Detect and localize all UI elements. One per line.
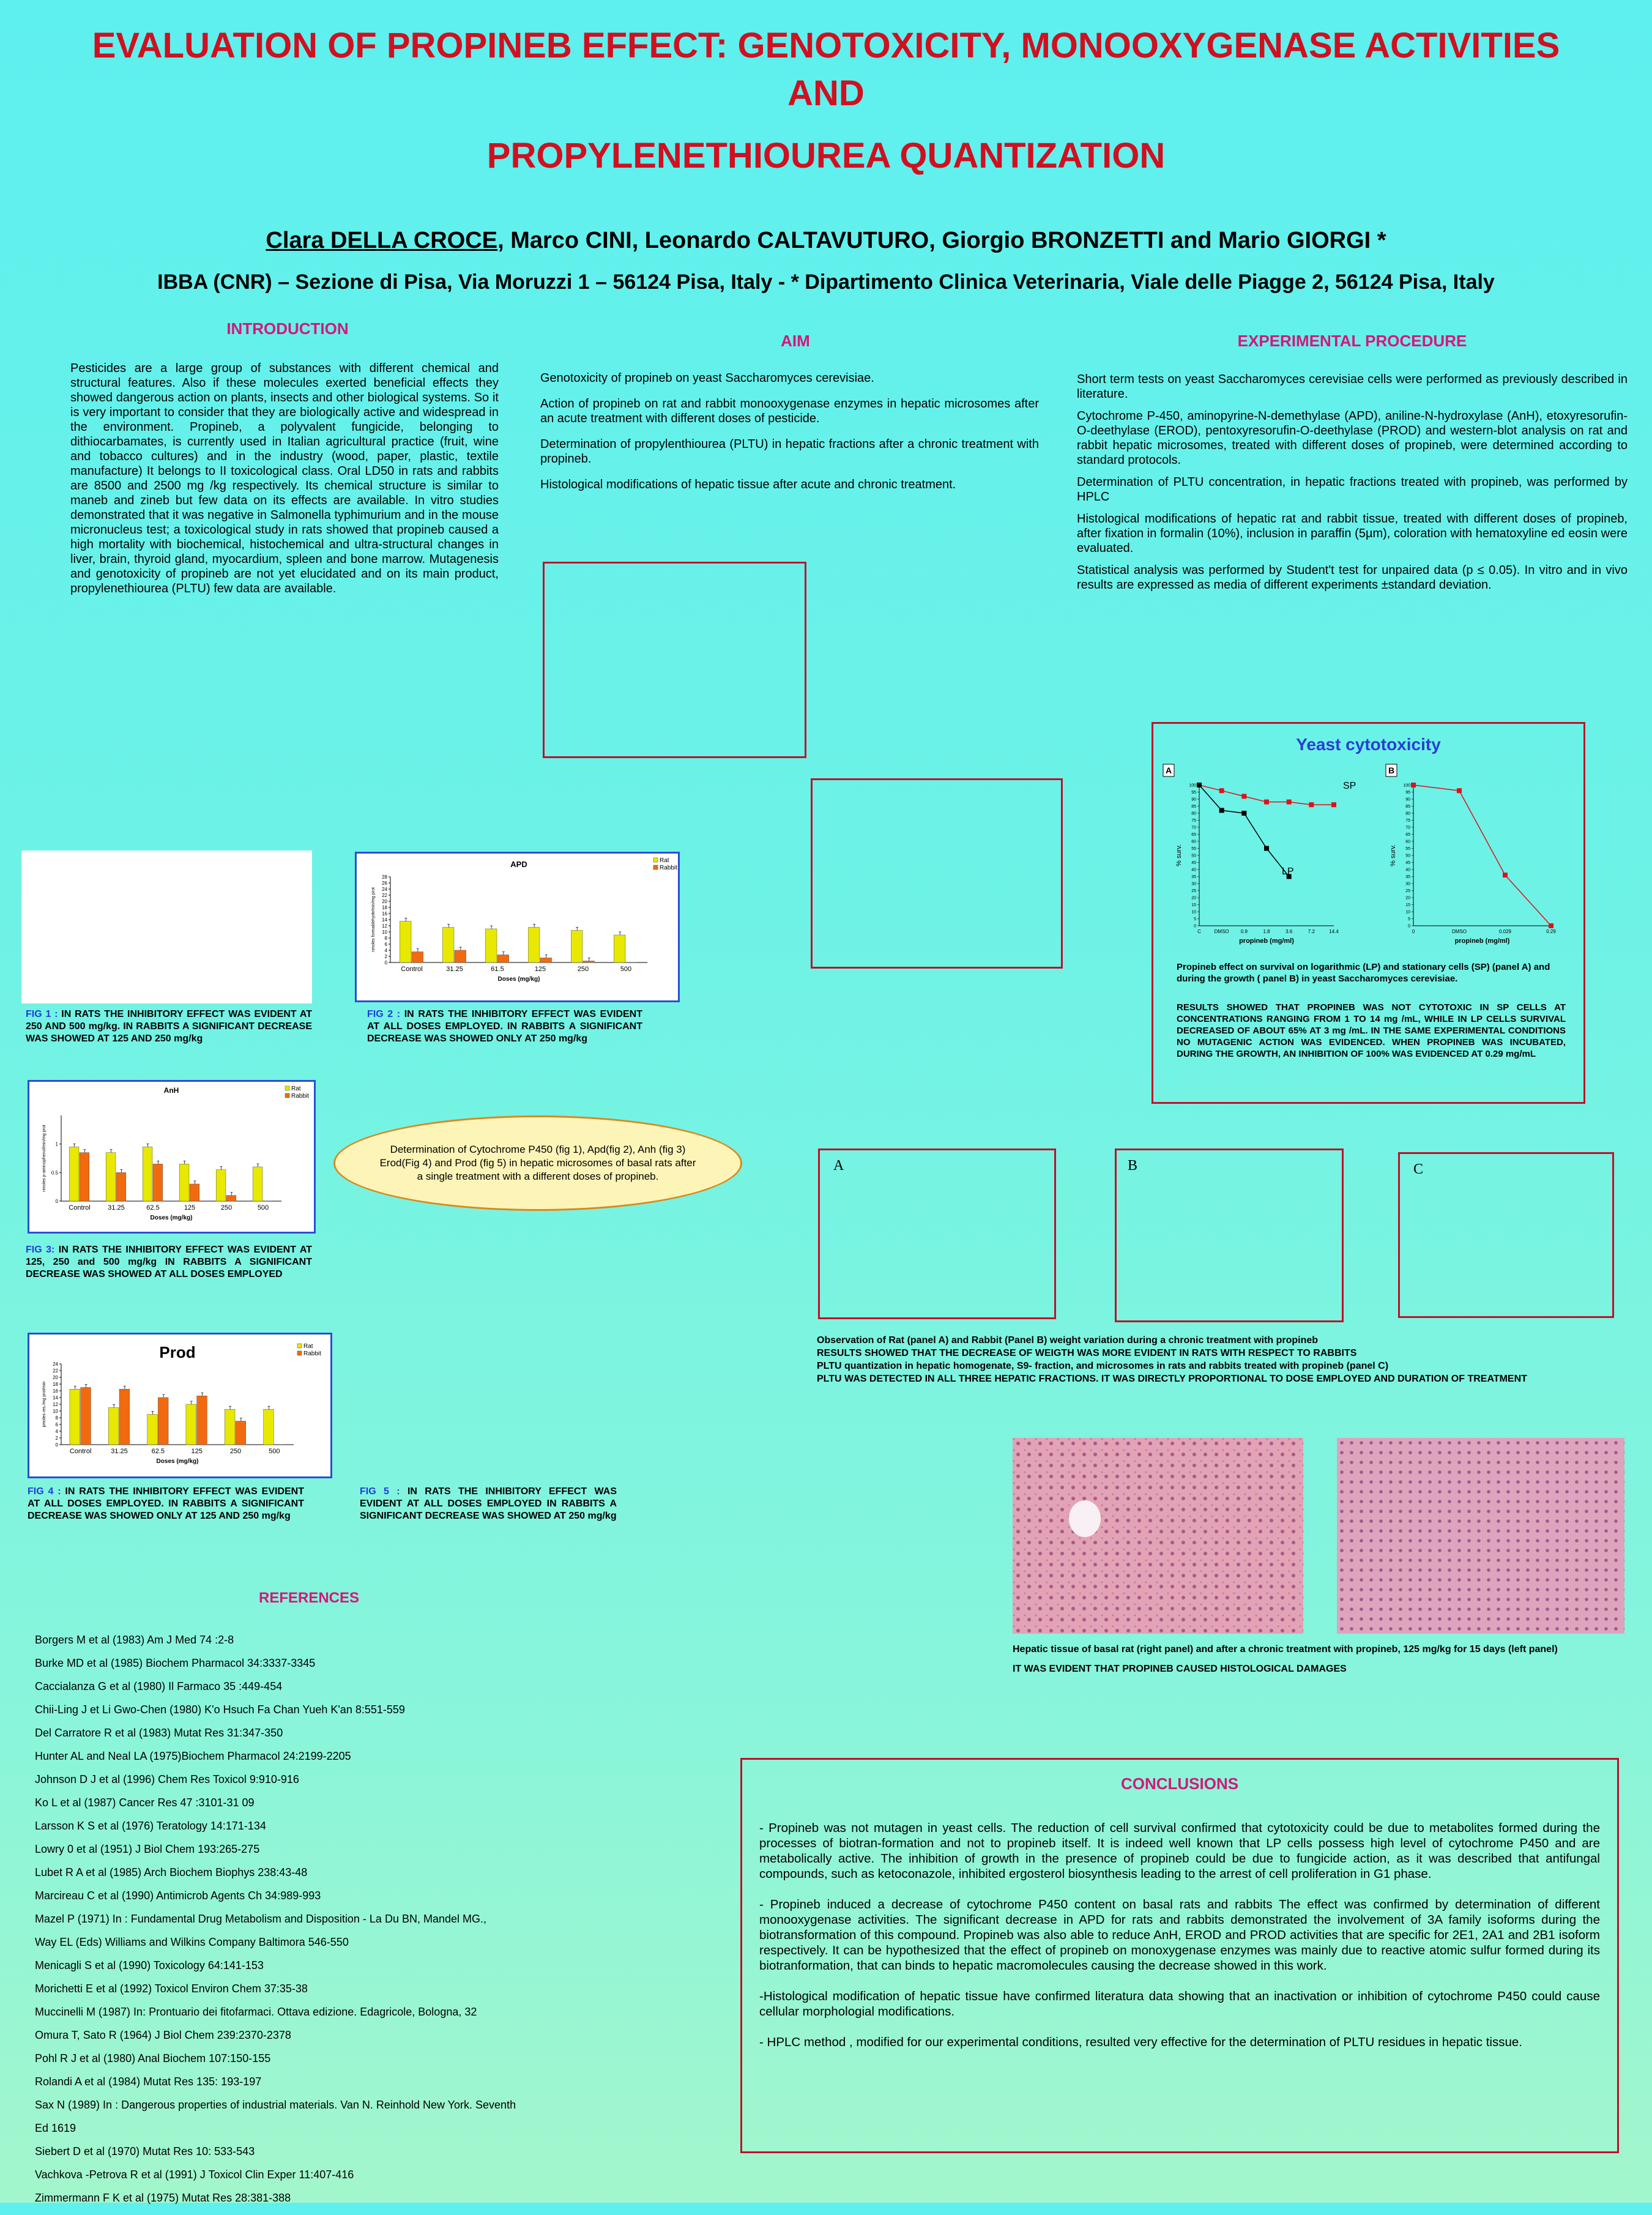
conclusions-para: - Propineb was not mutagen in yeast cells. The reduction of cell survival confirmed that cytotoxicity could be due to metabolites formed during the processes of biotran-formation and not to propineb itself. It is indeed well known that LP cells possess high level of cytochrome P450 and are metabolically active. The inhibition of growth in the presence of propineb could be due to fungicide action, as it was described that antifungal compounds, such as ketoconazole, inhibited ergosterol biosynthesis leading to the arrest of cell proliferation in G1 phase.	[759, 1821, 1600, 1881]
reference-item: Zimmermann F K et al (1975) Mutat Res 28:381-388	[35, 2192, 291, 2204]
conclusions-box	[740, 1758, 1619, 2153]
legend-swatch	[285, 1093, 289, 1098]
bar	[497, 955, 509, 963]
x-tick-label: 0.029	[1498, 929, 1512, 934]
bar	[614, 935, 625, 962]
x-tick-label: DMSO	[1214, 929, 1229, 934]
y-tick-label: 30	[1191, 882, 1196, 887]
y-tick-label: 6	[384, 942, 387, 947]
fig4-text: IN RATS THE INHIBITORY EFFECT WAS EVIDENT AT ALL DOSES EMPLOYED. IN RABBITS A SIGNIFICANT DECREASE WAS SHOWED ONLY AT 125 AND 250 mg/kg	[28, 1486, 305, 1521]
bar	[70, 1389, 80, 1445]
conclusions-para: - Propineb induced a decrease of cytochrome P450 content on basal rats and rabbits The effect was confirmed by determination of different monooxygenase activities. The significant decrease in APD for rats and rabbits demonstrated the involvement of 3A family isoforms during the biotransformation of this compound. Propineb was also able to reduce AnH, EROD and PROD activities that are specific for 2E1, 2A1 and 2B1 isoform respectively. It can be hypothesized that the effect of propineb on monoxygenase enzymes was mainly due to reactive atomic sulfur formed during its biotranformation, that can binds to hepatic macromolecules causing the decrease showed in this work.	[759, 1897, 1600, 1973]
y-tick-label: 15	[1191, 903, 1196, 907]
y-tick-label: 12	[382, 923, 387, 929]
x-axis-label: Doses (mg/kg)	[156, 1458, 199, 1465]
y-tick-label: 20	[53, 1375, 58, 1380]
series-point	[1457, 788, 1462, 793]
bar	[455, 950, 466, 962]
procedure-list	[1077, 372, 1628, 600]
reference-item: Hunter AL and Neal LA (1975)Biochem Pharmacol 24:2199-2205	[35, 1750, 351, 1762]
fig5-caption	[360, 1486, 617, 1522]
panel-c-box	[1398, 1152, 1614, 1318]
x-tick-label: Control	[69, 1448, 92, 1455]
chart-title: Prod	[159, 1343, 196, 1361]
y-tick-label: 25	[1191, 889, 1196, 893]
legend-swatch	[297, 1344, 302, 1348]
x-tick-label: 250	[577, 966, 589, 973]
poster-title-line1: EVALUATION OF PROPINEB EFFECT: GENOTOXICITY, MONOOXYGENASE ACTIVITIES	[92, 26, 1560, 65]
y-tick-label: 0	[55, 1199, 58, 1204]
y-tick-label: 1	[55, 1141, 58, 1147]
reference-item: Way EL (Eds) Williams and Wilkins Company Baltimora 546-550	[35, 1936, 349, 1948]
y-tick-label: 4	[384, 948, 387, 953]
reference-item: Omura T, Sato R (1964) J Biol Chem 239:2370-2378	[35, 2029, 291, 2041]
y-tick-label: 24	[53, 1361, 58, 1367]
y-tick-label: 10	[53, 1409, 58, 1414]
y-tick-label: 50	[1191, 854, 1196, 858]
y-tick-label: 5	[1408, 917, 1410, 921]
series-label: LP	[1282, 866, 1294, 877]
x-tick-label: 125	[191, 1448, 203, 1455]
legend-swatch	[285, 1086, 289, 1090]
anh-chart	[29, 1082, 314, 1232]
y-tick-label: 18	[53, 1382, 58, 1387]
aim-item: Determination of propylenthiourea (PLTU) in hepatic fractions after a chronic treatment with propineb.	[540, 437, 1039, 466]
x-tick-label: 61.5	[491, 966, 504, 973]
y-tick-label: 16	[382, 911, 387, 917]
panel-letter: A	[1165, 765, 1172, 775]
y-tick-label: 30	[1405, 882, 1410, 887]
bar	[583, 961, 595, 963]
references-list	[35, 1634, 647, 2215]
reference-item: Ko L et al (1987) Cancer Res 47 :3101-31 09	[35, 1796, 255, 1809]
series-point	[1411, 783, 1416, 787]
aim-item: Histological modifications of hepatic tissue after acute and chronic treatment.	[540, 478, 956, 491]
x-tick-label: 0.9	[1240, 929, 1248, 934]
references-heading: REFERENCES	[258, 1590, 360, 1606]
y-tick-label: 12	[53, 1402, 58, 1407]
y-tick-label: 85	[1191, 805, 1196, 809]
reference-item: Borgers M et al (1983) Am J Med 74 :2-8	[35, 1634, 234, 1646]
reference-item: Del Carratore R et al (1983) Mutat Res 31:347-350	[35, 1727, 283, 1739]
procedure-item: Determination of PLTU concentration, in hepatic fractions treated with propineb, was performed by HPLC	[1077, 475, 1628, 504]
reference-item: Lowry 0 et al (1951) J Biol Chem 193:265-275	[35, 1843, 260, 1855]
series-point	[1219, 788, 1224, 793]
y-tick-label: 100	[1189, 783, 1196, 788]
x-tick-label: 7.2	[1308, 929, 1315, 934]
series-point	[1264, 800, 1269, 805]
chronic-caption-line: PLTU WAS DETECTED IN ALL THREE HEPATIC FRACTIONS. IT WAS DIRECTLY PROPORTIONAL TO DOSE EMPLOYED AND DURATION OF TREATMENT	[817, 1374, 1527, 1384]
bar	[186, 1404, 196, 1445]
histology-texture-right	[1337, 1438, 1624, 1634]
y-tick-label: 70	[1191, 825, 1196, 830]
oval-text: Determination of Cytochrome P450 (fig 1), Apd(fig 2), Anh (fig 3) Erod(Fig 4) and Prod (fig 5) in hepatic microsomes of basal rats after a single treatment with a different doses of propineb.	[379, 1144, 696, 1182]
x-tick-label: 250	[229, 1448, 242, 1455]
conclusions-para: -Histological modification of hepatic tissue have confirmed literatura data showing that an inactivation or inhibition of cytochrome P450 could cause cellular morphologial modifications.	[759, 1989, 1600, 2019]
poster-title-line3: PROPYLENETHIOUREA QUANTIZATION	[486, 136, 1166, 176]
y-tick-label: 22	[382, 893, 387, 898]
bar	[81, 1388, 91, 1445]
bar	[571, 931, 582, 963]
procedure-heading: EXPERIMENTAL PROCEDURE	[1237, 332, 1467, 350]
histology-image-left	[1013, 1438, 1303, 1634]
x-tick-label: 14.4	[1329, 929, 1339, 934]
fig3-text: IN RATS THE INHIBITORY EFFECT WAS EVIDENT AT 125, 250 and 500 mg/kg IN RABBITS A SIGNIFICANT DECREASE WAS SHOWED AT ALL DOSES EMPLOYED	[26, 1245, 312, 1279]
bar	[179, 1164, 189, 1201]
panel-a-box	[818, 1148, 1056, 1319]
bar	[116, 1172, 126, 1201]
bar	[108, 1408, 119, 1445]
y-tick-label: 8	[55, 1415, 58, 1421]
conclusions-heading: CONCLUSIONS	[1120, 1774, 1239, 1793]
legend-label: Rat	[660, 857, 669, 864]
reference-item: Menicagli S et al (1990) Toxicology 64:141-153	[35, 1959, 264, 1971]
x-tick-label: 250	[220, 1204, 233, 1212]
fig5-label: FIG 5 :	[360, 1486, 400, 1497]
bar	[143, 1147, 152, 1201]
y-tick-label: 15	[1405, 903, 1410, 907]
apd-chart	[357, 854, 678, 1000]
series-line	[1413, 785, 1551, 926]
x-tick-label: 0.29	[1546, 929, 1556, 934]
aim-item: Action of propineb on rat and rabbit monooxygenase enzymes in hepatic microsomes after an acute treatment with different doses of pesticide.	[540, 397, 1039, 425]
x-axis-label: Doses (mg/kg)	[150, 1215, 193, 1221]
other-authors: , Marco CINI, Leonardo CALTAVUTURO, Giorgio BRONZETTI and Mario GIORGI *	[497, 228, 1386, 253]
chart-title: AnH	[163, 1086, 179, 1095]
yeast-title: Yeast cytotoxicity	[1296, 735, 1441, 754]
series-label: SP	[1343, 781, 1356, 791]
bar	[69, 1147, 79, 1201]
chronic-caption-line: RESULTS SHOWED THAT THE DECREASE OF WEIGTH WAS MORE EVIDENT IN RATS WITH RESPECT TO RABBITS	[817, 1348, 1357, 1358]
y-tick-label: 60	[1405, 839, 1410, 844]
affiliation: IBBA (CNR) – Sezione di Pisa, Via Moruzzi 1 – 56124 Pisa, Italy - * Dipartimento Clinica Veterinaria, Viale delle Piagge 2, 56124 Pisa, Italy	[157, 270, 1495, 294]
series-point	[1287, 800, 1292, 805]
yeast-panel-a	[1163, 764, 1356, 945]
y-tick-label: 65	[1405, 833, 1410, 837]
reference-item: Vachkova -Petrova R et al (1991) J Toxicol Clin Exper 11:407-416	[35, 2168, 354, 2181]
y-tick-label: 0	[55, 1442, 58, 1448]
reference-item: Muccinelli M (1987) In: Prontuario dei fitofarmaci. Ottava edizione. Edagricole, Bologna, 32	[35, 2006, 477, 2018]
bar	[442, 928, 454, 963]
y-axis-label: % surv.	[1175, 844, 1183, 866]
yeast-results: RESULTS SHOWED THAT PROPINEB WAS NOT CYTOTOXIC IN SP CELLS AT CONCENTRATIONS RANGING FROM 1 TO 14 mg /mL, WHILE IN LP CELLS SURVIVAL DECREASED OF ABOUT 65% AT 3 mg /mL. IN THE SAME EXPERIMENTAL CONDITIONS NO MUTAGENIC ACTION WAS EVIDENCED. WHEN PROPINEB WAS INCUBATED, DURING THE GROWTH, AN INHIBITION OF 100% WAS EVIDENCED AT 0.29 mg/mL	[1177, 1002, 1566, 1059]
panel-b-label: B	[1128, 1158, 1138, 1174]
procedure-item: Histological modifications of hepatic rat and rabbit tissue, treated with different doses of propineb, after fixation in formalin (10%), inclusion in paraffin (5µm), coloration with hematoxyline ed eosin were evaluated.	[1077, 512, 1628, 555]
y-tick-label: 0.5	[51, 1170, 58, 1176]
y-tick-label: 90	[1191, 797, 1196, 802]
fig3-caption	[26, 1244, 312, 1281]
legend-swatch	[653, 858, 658, 862]
legend-swatch	[297, 1351, 302, 1355]
aim-item: Genotoxicity of propineb on yeast Saccharomyces cerevisiae.	[540, 371, 874, 385]
bar	[153, 1164, 163, 1201]
reference-item: Lubet R A et al (1985) Arch Biochem Biophys 238:43-48	[35, 1866, 308, 1878]
bar	[106, 1153, 116, 1201]
y-tick-label: 24	[382, 887, 387, 892]
y-tick-label: 40	[1405, 868, 1410, 873]
y-tick-label: 95	[1405, 791, 1410, 795]
y-tick-label: 55	[1405, 847, 1410, 851]
procedure-item: Short term tests on yeast Saccharomyces cerevisiae cells were performed as previously described in literature.	[1077, 373, 1628, 401]
chronic-caption-line: Observation of Rat (panel A) and Rabbit (Panel B) weight variation during a chronic treatment with propineb	[817, 1335, 1319, 1346]
reference-item: Larsson K S et al (1976) Teratology 14:171-134	[35, 1820, 266, 1832]
placeholder-box-center	[811, 778, 1063, 969]
oval-note	[333, 1115, 742, 1211]
y-tick-label: 35	[1405, 875, 1410, 879]
y-tick-label: 100	[1403, 783, 1410, 788]
reference-item: Rolandi A et al (1984) Mutat Res 135: 193-197	[35, 2075, 262, 2088]
y-tick-label: 45	[1405, 861, 1410, 865]
fig1-label: FIG 1 :	[26, 1009, 58, 1019]
y-tick-label: 16	[53, 1388, 58, 1394]
bar	[190, 1184, 199, 1201]
reference-item: Caccialanza G et al (1980) Il Farmaco 35 :449-454	[35, 1680, 283, 1692]
fig2-text: IN RATS THE INHIBITORY EFFECT WAS EVIDENT AT ALL DOSES EMPLOYED. IN RABBITS A SIGNIFICANT DECREASE WAS SHOWED ONLY AT 250 mg/kg	[367, 1009, 643, 1044]
series-point	[1219, 808, 1224, 813]
panel-a-label: A	[833, 1158, 844, 1174]
y-axis-label: nmoles p-aminophenol/min/mg prot	[42, 1125, 47, 1192]
x-tick-label: 125	[184, 1204, 196, 1212]
y-tick-label: 40	[1191, 868, 1196, 873]
bar	[253, 1167, 262, 1201]
x-tick-label: C	[1197, 929, 1201, 934]
x-tick-label: 31.25	[446, 966, 463, 973]
y-tick-label: 75	[1405, 819, 1410, 823]
y-axis-label: pmoles res./mg prot/min	[42, 1381, 47, 1428]
y-tick-label: 4	[55, 1429, 58, 1434]
series-point	[1241, 811, 1246, 816]
y-tick-label: 14	[382, 917, 387, 923]
legend-label: Rabbit	[303, 1350, 321, 1357]
y-tick-label: 50	[1405, 854, 1410, 858]
conclusions-para: - HPLC method , modified for our experimental conditions, resulted very effective for the determination of PLTU residues in hepatic tissue.	[759, 2035, 1522, 2049]
y-tick-label: 65	[1191, 833, 1196, 837]
panel-c-label: C	[1413, 1161, 1424, 1177]
bar	[485, 929, 497, 962]
bar	[147, 1415, 158, 1445]
x-tick-label: 3.6	[1286, 929, 1293, 934]
fig1-text: IN RATS THE INHIBITORY EFFECT WAS EVIDENT AT 250 AND 500 mg/kg. IN RABBITS A SIGNIFICANT DECREASE WAS SHOWED AT 125 AND 250 mg/kg	[26, 1009, 313, 1044]
y-tick-label: 6	[55, 1422, 58, 1428]
bar	[197, 1396, 207, 1445]
y-tick-label: 20	[382, 899, 387, 904]
x-tick-label: 0	[1412, 929, 1415, 934]
y-tick-label: 5	[1194, 917, 1196, 921]
bar	[216, 1170, 226, 1201]
legend-swatch	[653, 865, 658, 869]
bar	[119, 1389, 130, 1445]
x-tick-label: 31.25	[111, 1448, 128, 1455]
y-tick-label: 80	[1405, 811, 1410, 816]
y-tick-label: 60	[1191, 839, 1196, 844]
x-tick-label: DMSO	[1452, 929, 1467, 934]
aim-list	[540, 371, 1039, 503]
fig4-label: FIG 4 :	[28, 1486, 61, 1497]
y-tick-label: 10	[1191, 910, 1196, 915]
legend-label: Rat	[291, 1085, 301, 1092]
y-tick-label: 22	[53, 1368, 58, 1374]
histo-caption-line: Hepatic tissue of basal rat (right panel) and after a chronic treatment with propineb, 125 mg/kg for 15 days (left panel)	[1013, 1644, 1558, 1655]
y-tick-label: 45	[1191, 861, 1196, 865]
y-tick-label: 20	[1191, 896, 1196, 901]
panel-letter: B	[1388, 765, 1395, 775]
placeholder-box-aim	[543, 562, 806, 758]
x-tick-label: 500	[269, 1448, 280, 1455]
y-tick-label: 35	[1191, 875, 1196, 879]
bar	[528, 928, 540, 963]
bar	[400, 921, 411, 963]
panel-b-box	[1115, 1148, 1344, 1322]
authors	[0, 228, 1652, 254]
y-tick-label: 28	[382, 874, 387, 880]
fig2-label: FIG 2 :	[367, 1009, 401, 1019]
series-point	[1241, 794, 1246, 799]
series-line	[1199, 785, 1289, 877]
y-tick-label: 95	[1191, 791, 1196, 795]
x-tick-label: 31.25	[108, 1204, 125, 1212]
x-tick-label: 62.5	[151, 1448, 165, 1455]
prod-chart	[29, 1335, 330, 1476]
legend-label: Rat	[303, 1343, 313, 1350]
y-tick-label: 25	[1405, 889, 1410, 893]
x-tick-label: 125	[534, 966, 546, 973]
bar	[264, 1409, 274, 1445]
histology-image-right	[1337, 1438, 1624, 1634]
yeast-panel	[1152, 722, 1585, 1104]
x-axis-label: propineb (mg/ml)	[1239, 937, 1294, 945]
reference-item: Marcireau C et al (1990) Antimicrob Agents Ch 34:989-993	[35, 1889, 321, 1902]
fig4-caption	[28, 1486, 304, 1522]
series-point	[1549, 923, 1553, 928]
y-tick-label: 10	[1405, 910, 1410, 915]
reference-item: Sax N (1989) In : Dangerous properties of industrial materials. Van N. Reinhold New York. Seventh	[35, 2099, 516, 2111]
x-axis-label: propineb (mg/ml)	[1454, 937, 1510, 945]
y-tick-label: 8	[384, 936, 387, 941]
first-author: Clara DELLA CROCE	[266, 228, 498, 253]
x-tick-label: Control	[69, 1204, 91, 1212]
chronic-caption	[817, 1334, 1606, 1385]
reference-item: Burke MD et al (1985) Biochem Pharmacol 34:3337-3345	[35, 1657, 316, 1669]
reference-item: Johnson D J et al (1996) Chem Res Toxicol 9:910-916	[35, 1773, 299, 1785]
reference-item: Chii-Ling J et Li Gwo-Chen (1980) K'o Hsuch Fa Chan Yueh K'an 8:551-559	[35, 1703, 405, 1716]
aim-heading: AIM	[781, 332, 810, 350]
bar	[226, 1196, 236, 1201]
legend-label: Rabbit	[660, 865, 677, 871]
y-tick-label: 70	[1405, 825, 1410, 830]
procedure-item: Cytochrome P-450, aminopyrine-N-demethylase (APD), aniline-N-hydroxylase (AnH), etoxyresorufin-O-deethylase (EROD), pentoxyresorufin-O-deethylase (PROD) and western-blot analysis on rat and rabbit hepatic microsomes, treated with different doses of propineb, were determined according to standard protocols.	[1077, 409, 1628, 467]
x-tick-label: 500	[257, 1204, 269, 1212]
fig4-chart-panel	[28, 1333, 332, 1478]
reference-item: Pohl R J et al (1980) Anal Biochem 107:150-155	[35, 2052, 271, 2064]
fig2-chart-panel	[355, 852, 680, 1002]
fig3-label: FIG 3:	[26, 1245, 55, 1255]
y-tick-label: 2	[384, 954, 387, 959]
bar	[412, 952, 423, 963]
bar	[236, 1421, 246, 1445]
conclusions-text	[759, 1820, 1600, 2050]
series-point	[1309, 802, 1314, 807]
legend-label: Rabbit	[291, 1093, 309, 1100]
y-tick-label: 0	[1408, 924, 1410, 929]
y-tick-label: 0	[1194, 924, 1196, 929]
y-axis-label: nmoles formaldehyde/min/mg prot	[371, 887, 376, 952]
poster-title-line2: AND	[787, 73, 865, 113]
y-tick-label: 20	[1405, 896, 1410, 901]
reference-item: Mazel P (1971) In : Fundamental Drug Metabolism and Disposition - La Du BN, Mandel MG.,	[35, 1913, 486, 1925]
reference-item: Siebert D et al (1970) Mutat Res 10: 533-543	[35, 2145, 255, 2157]
x-tick-label: 62.5	[146, 1204, 160, 1212]
y-tick-label: 14	[53, 1395, 58, 1401]
x-axis-label: Doses (mg/kg)	[497, 976, 540, 983]
reference-item: Ed 1619	[35, 2122, 76, 2134]
yeast-caption: Propineb effect on survival on logarithmic (LP) and stationary cells (SP) (panel A) and during the growth ( panel B) in yeast Saccharomyces cerevisiae.	[1177, 962, 1550, 984]
y-axis-label: % surv.	[1390, 844, 1397, 866]
yeast-panel-b	[1386, 764, 1556, 945]
bar	[158, 1398, 168, 1445]
bar	[225, 1409, 235, 1445]
fig1-image	[21, 851, 312, 1003]
series-point	[1331, 802, 1336, 807]
series-point	[1264, 846, 1269, 851]
y-tick-label: 18	[382, 905, 387, 910]
x-tick-label: 1.8	[1263, 929, 1270, 934]
procedure-item: Statistical analysis was performed by Student't test for unpaired data (p ≤ 0.05). In vitro and in vivo results are expressed as media of different experiments ±standard deviation.	[1077, 564, 1628, 592]
chart-title: APD	[510, 860, 527, 869]
series-point	[1503, 873, 1508, 877]
bar	[263, 1201, 273, 1202]
chronic-caption-line: PLTU quantization in hepatic homogenate, S9- fraction, and microsomes in rats and rabbits treated with propineb (panel C)	[817, 1361, 1389, 1371]
bar	[80, 1153, 89, 1201]
fig3-chart-panel	[28, 1080, 316, 1234]
histo-caption	[1013, 1644, 1624, 1675]
fig2-caption	[367, 1008, 642, 1045]
y-tick-label: 75	[1191, 819, 1196, 823]
series-point	[1197, 783, 1202, 787]
fig5-text: IN RATS THE INHIBITORY EFFECT WAS EVIDENT AT ALL DOSES EMPLOYED IN RABBITS A SIGNIFICANT DECREASE WAS SHOWED AT 250 mg/kg	[360, 1486, 617, 1521]
fig1-caption	[26, 1008, 312, 1045]
introduction-text: Pesticides are a large group of substances with different chemical and structural features. Also if these molecules exerted beneficial effects they showed dangerous action on plants, insects and other biological systems. So it is very important to consider that they are biologically active and widespread in the environment. Propineb, a polyvalent fungicide, belonging to dithiocarbamates, is currently used in Italian agricultural practice (fruit, wine and tobacco cultures) and in the industry (wood, paper, plastic, textile manufacture) It belongs to II toxicological class. Oral LD50 in rats and rabbits are 8500 and 2500 mg /kg respectively. Its chemical structure is similar to maneb and zineb but few data on its effects are available. In vitro studies demonstrated that it was negative in Salmonella typhimurium and in the mouse micronucleus test; a toxicological study in rats showed that propineb caused a high mortality with biochemical, histochemical and ultra-structural changes in liver, brain, thyroid gland, myocardium, spleen and bone marrow. Mutagenesis and genotoxicity of propineb are not yet elucidated and on its main product, propylenethiourea (PLTU) few data are available.	[70, 362, 499, 595]
bar	[540, 958, 552, 963]
y-tick-label: 26	[382, 880, 387, 886]
y-tick-label: 55	[1191, 847, 1196, 851]
y-tick-label: 90	[1405, 797, 1410, 802]
x-tick-label: Control	[401, 966, 423, 973]
histo-caption-line: IT WAS EVIDENT THAT PROPINEB CAUSED HISTOLOGICAL DAMAGES	[1013, 1664, 1347, 1674]
y-tick-label: 0	[384, 960, 387, 966]
histology-texture-left	[1013, 1438, 1303, 1634]
bar	[626, 962, 638, 963]
y-tick-label: 85	[1405, 805, 1410, 809]
y-tick-label: 80	[1191, 811, 1196, 816]
y-tick-label: 10	[382, 929, 387, 935]
y-tick-label: 2	[55, 1435, 58, 1441]
introduction-heading: INTRODUCTION	[226, 319, 349, 338]
x-tick-label: 500	[620, 966, 632, 973]
reference-item: Morichetti E et al (1992) Toxicol Environ Chem 37:35-38	[35, 1982, 308, 1995]
